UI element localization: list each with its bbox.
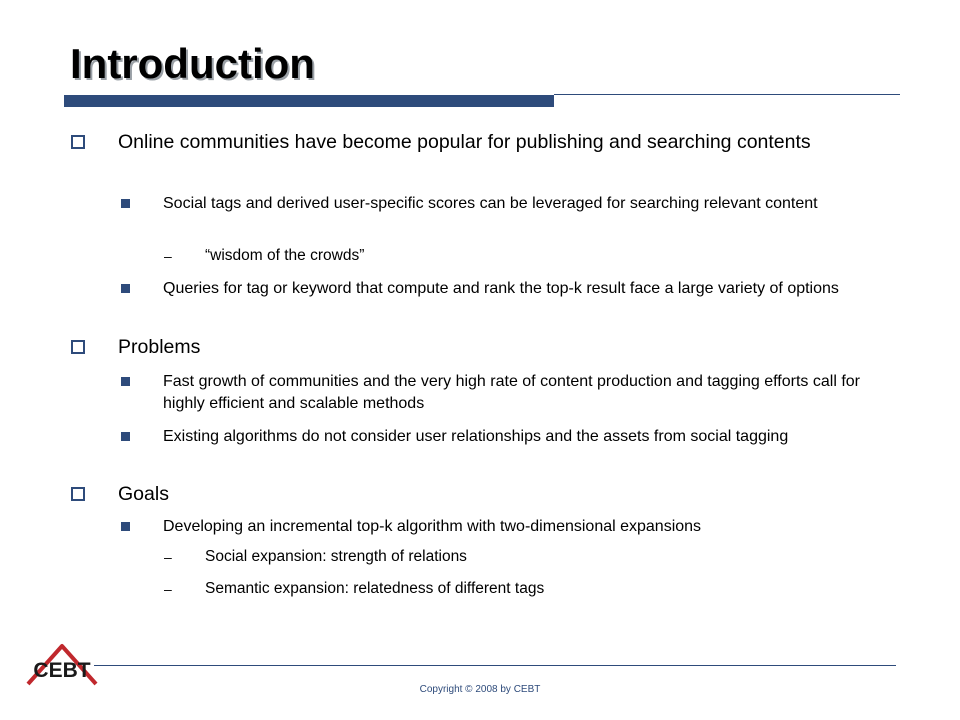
bullet-text: Fast growth of communities and the very high rate of content production and tagging efforts call for highly efficient and scalable methods <box>163 373 860 412</box>
filled-square-bullet-icon <box>121 284 130 293</box>
filled-square-bullet-icon <box>121 199 130 208</box>
bullet-l3 <box>164 547 865 567</box>
bullet-l1 <box>118 482 898 506</box>
bullet-text: Existing algorithms do not consider user relationships and the assets from social tagging <box>163 428 789 445</box>
logo-text: CEBT <box>33 659 91 682</box>
bullet-l2 <box>163 193 883 215</box>
dash-bullet-icon: – <box>164 581 172 597</box>
slide-title: Introduction <box>70 40 315 87</box>
title-underline-line <box>554 94 900 95</box>
hollow-square-bullet-icon <box>71 135 85 149</box>
bullet-text: Online communities have become popular for publishing and searching contents <box>118 131 811 153</box>
bullet-text: Social tags and derived user-specific scores can be leveraged for searching relevant content <box>163 195 818 212</box>
bullet-l2 <box>163 426 883 448</box>
bullet-l1 <box>118 130 898 154</box>
filled-square-bullet-icon <box>121 432 130 441</box>
bullet-l2 <box>163 516 883 538</box>
copyright-text: Copyright © 2008 by CEBT <box>419 684 541 695</box>
bullet-text: Semantic expansion: relatedness of different tags <box>205 580 545 597</box>
hollow-square-bullet-icon <box>71 340 85 354</box>
footer-divider <box>94 665 896 666</box>
cebt-logo <box>22 640 102 690</box>
title-underline-bar <box>64 95 554 107</box>
bullet-l3 <box>164 246 865 266</box>
filled-square-bullet-icon <box>121 377 130 386</box>
bullet-text: Queries for tag or keyword that compute and rank the top-k result face a large variety of options <box>163 280 839 297</box>
bullet-l1 <box>118 335 898 359</box>
bullet-text: Developing an incremental top-k algorithm with two-dimensional expansions <box>163 518 702 535</box>
bullet-l3 <box>164 579 865 599</box>
dash-bullet-icon: – <box>164 248 172 264</box>
bullet-text: Problems <box>118 336 201 358</box>
bullet-text: Social expansion: strength of relations <box>205 548 467 565</box>
bullet-text: Goals <box>118 483 169 505</box>
filled-square-bullet-icon <box>121 522 130 531</box>
bullet-l2 <box>163 371 883 415</box>
dash-bullet-icon: – <box>164 549 172 565</box>
hollow-square-bullet-icon <box>71 487 85 501</box>
bullet-l2 <box>163 278 883 300</box>
bullet-text: “wisdom of the crowds” <box>205 247 365 264</box>
